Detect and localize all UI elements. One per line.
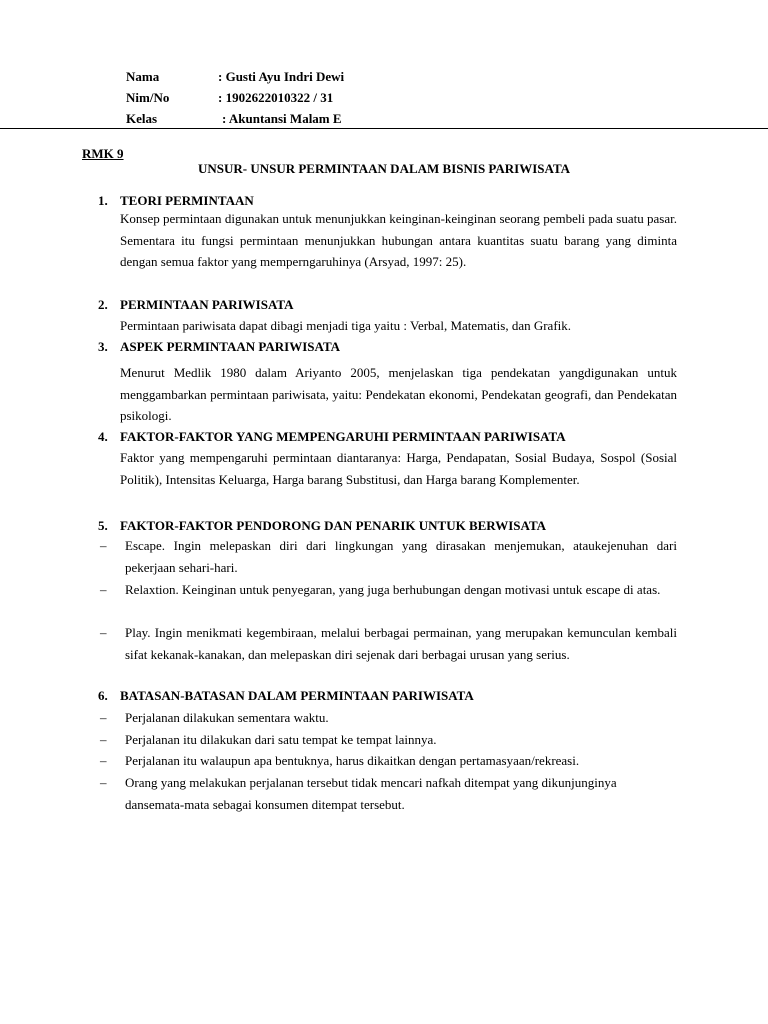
list-item: Perjalanan dilakukan sementara waktu. bbox=[125, 710, 329, 725]
section-4-paragraph: Faktor yang mempengaruhi permintaan diantaranya: Harga, Pendapatan, Sosial Budaya, Sospol (Sosial Politik), Intensitas Keluarga, Harga barang Substitusi, dan Harga barang Komplementer. bbox=[120, 450, 677, 487]
bullet-dash: – bbox=[100, 625, 107, 640]
nim-label: Nim/No bbox=[126, 90, 170, 105]
section-number: 6. bbox=[98, 688, 108, 703]
section-title: TEORI PERMINTAAN bbox=[120, 193, 254, 208]
bullet-dash: – bbox=[100, 710, 107, 725]
bullet-dash: – bbox=[100, 775, 107, 790]
document-title: UNSUR- UNSUR PERMINTAAN DALAM BISNIS PARIWISATA bbox=[197, 161, 571, 176]
bullet-dash: – bbox=[100, 732, 107, 747]
bullet-dash: – bbox=[100, 582, 107, 597]
rmk-label: RMK 9 bbox=[82, 146, 124, 161]
section-title: BATASAN-BATASAN DALAM PERMINTAAN PARIWISATA bbox=[120, 688, 474, 703]
section-1-paragraph: Konsep permintaan digunakan untuk menunjukkan keinginan-keinginan seorang pembeli pada suatu pasar. Sementara itu fungsi permintaan menunjukkan hubungan antara kuantitas suatu barang yang diminta dengan semua faktor yang memperngaruhinya (Arsyad, 1997: 25). bbox=[120, 211, 677, 269]
list-item: Perjalanan itu walaupun apa bentuknya, harus dikaitkan dengan pertamasyaan/rekreasi. bbox=[125, 753, 580, 768]
list-item: Orang yang melakukan perjalanan tersebut tidak mencari nafkah ditempat yang dikunjunginya dansemata-mata sebagai konsumen ditempat tersebut. bbox=[125, 775, 617, 812]
section-3-paragraph: Menurut Medlik 1980 dalam Ariyanto 2005, menjelaskan tiga pendekatan yangdigunakan untuk menggambarkan permintaan pariwisata, yaitu: Pendekatan ekonomi, Pendekatan geografi, dan Pendekatan psikologi. bbox=[120, 365, 677, 423]
section-number: 2. bbox=[98, 297, 108, 312]
section-title: PERMINTAAN PARIWISATA bbox=[120, 297, 294, 312]
section-number: 1. bbox=[98, 193, 108, 208]
section-title: FAKTOR-FAKTOR YANG MEMPENGARUHI PERMINTAAN PARIWISATA bbox=[120, 429, 566, 444]
section-title: ASPEK PERMINTAAN PARIWISATA bbox=[120, 339, 341, 354]
class-label: Kelas bbox=[126, 111, 158, 126]
name-value: : Gusti Ayu Indri Dewi bbox=[218, 69, 345, 84]
header-divider bbox=[0, 128, 768, 129]
name-label: Nama bbox=[126, 69, 160, 84]
section-number: 3. bbox=[98, 339, 108, 354]
section-number: 5. bbox=[98, 518, 108, 533]
nim-value: : 1902622010322 / 31 bbox=[218, 90, 334, 105]
list-item: Perjalanan itu dilakukan dari satu tempat ke tempat lainnya. bbox=[125, 732, 437, 747]
bullet-dash: – bbox=[100, 753, 107, 768]
list-item: Relaxtion. Keinginan untuk penyegaran, yang juga berhubungan dengan motivasi untuk escape di atas. bbox=[125, 582, 661, 597]
bullet-dash: – bbox=[100, 538, 107, 553]
section-2-paragraph: Permintaan pariwisata dapat dibagi menjadi tiga yaitu : Verbal, Matematis, dan Grafik. bbox=[120, 318, 572, 333]
section-number: 4. bbox=[98, 429, 108, 444]
section-title: FAKTOR-FAKTOR PENDORONG DAN PENARIK UNTUK BERWISATA bbox=[120, 518, 547, 533]
class-value: : Akuntansi Malam E bbox=[222, 111, 342, 126]
list-item: Play. Ingin menikmati kegembiraan, melalui berbagai permainan, yang merupakan kemunculan kembali sifat kekanak-kanakan, dan melepaskan diri sejenak dari berbagai urusan yang serius. bbox=[125, 625, 677, 662]
list-item: Escape. Ingin melepaskan diri dari lingkungan yang dirasakan menjemukan, ataukejenuhan dari pekerjaan sehari-hari. bbox=[125, 538, 677, 575]
